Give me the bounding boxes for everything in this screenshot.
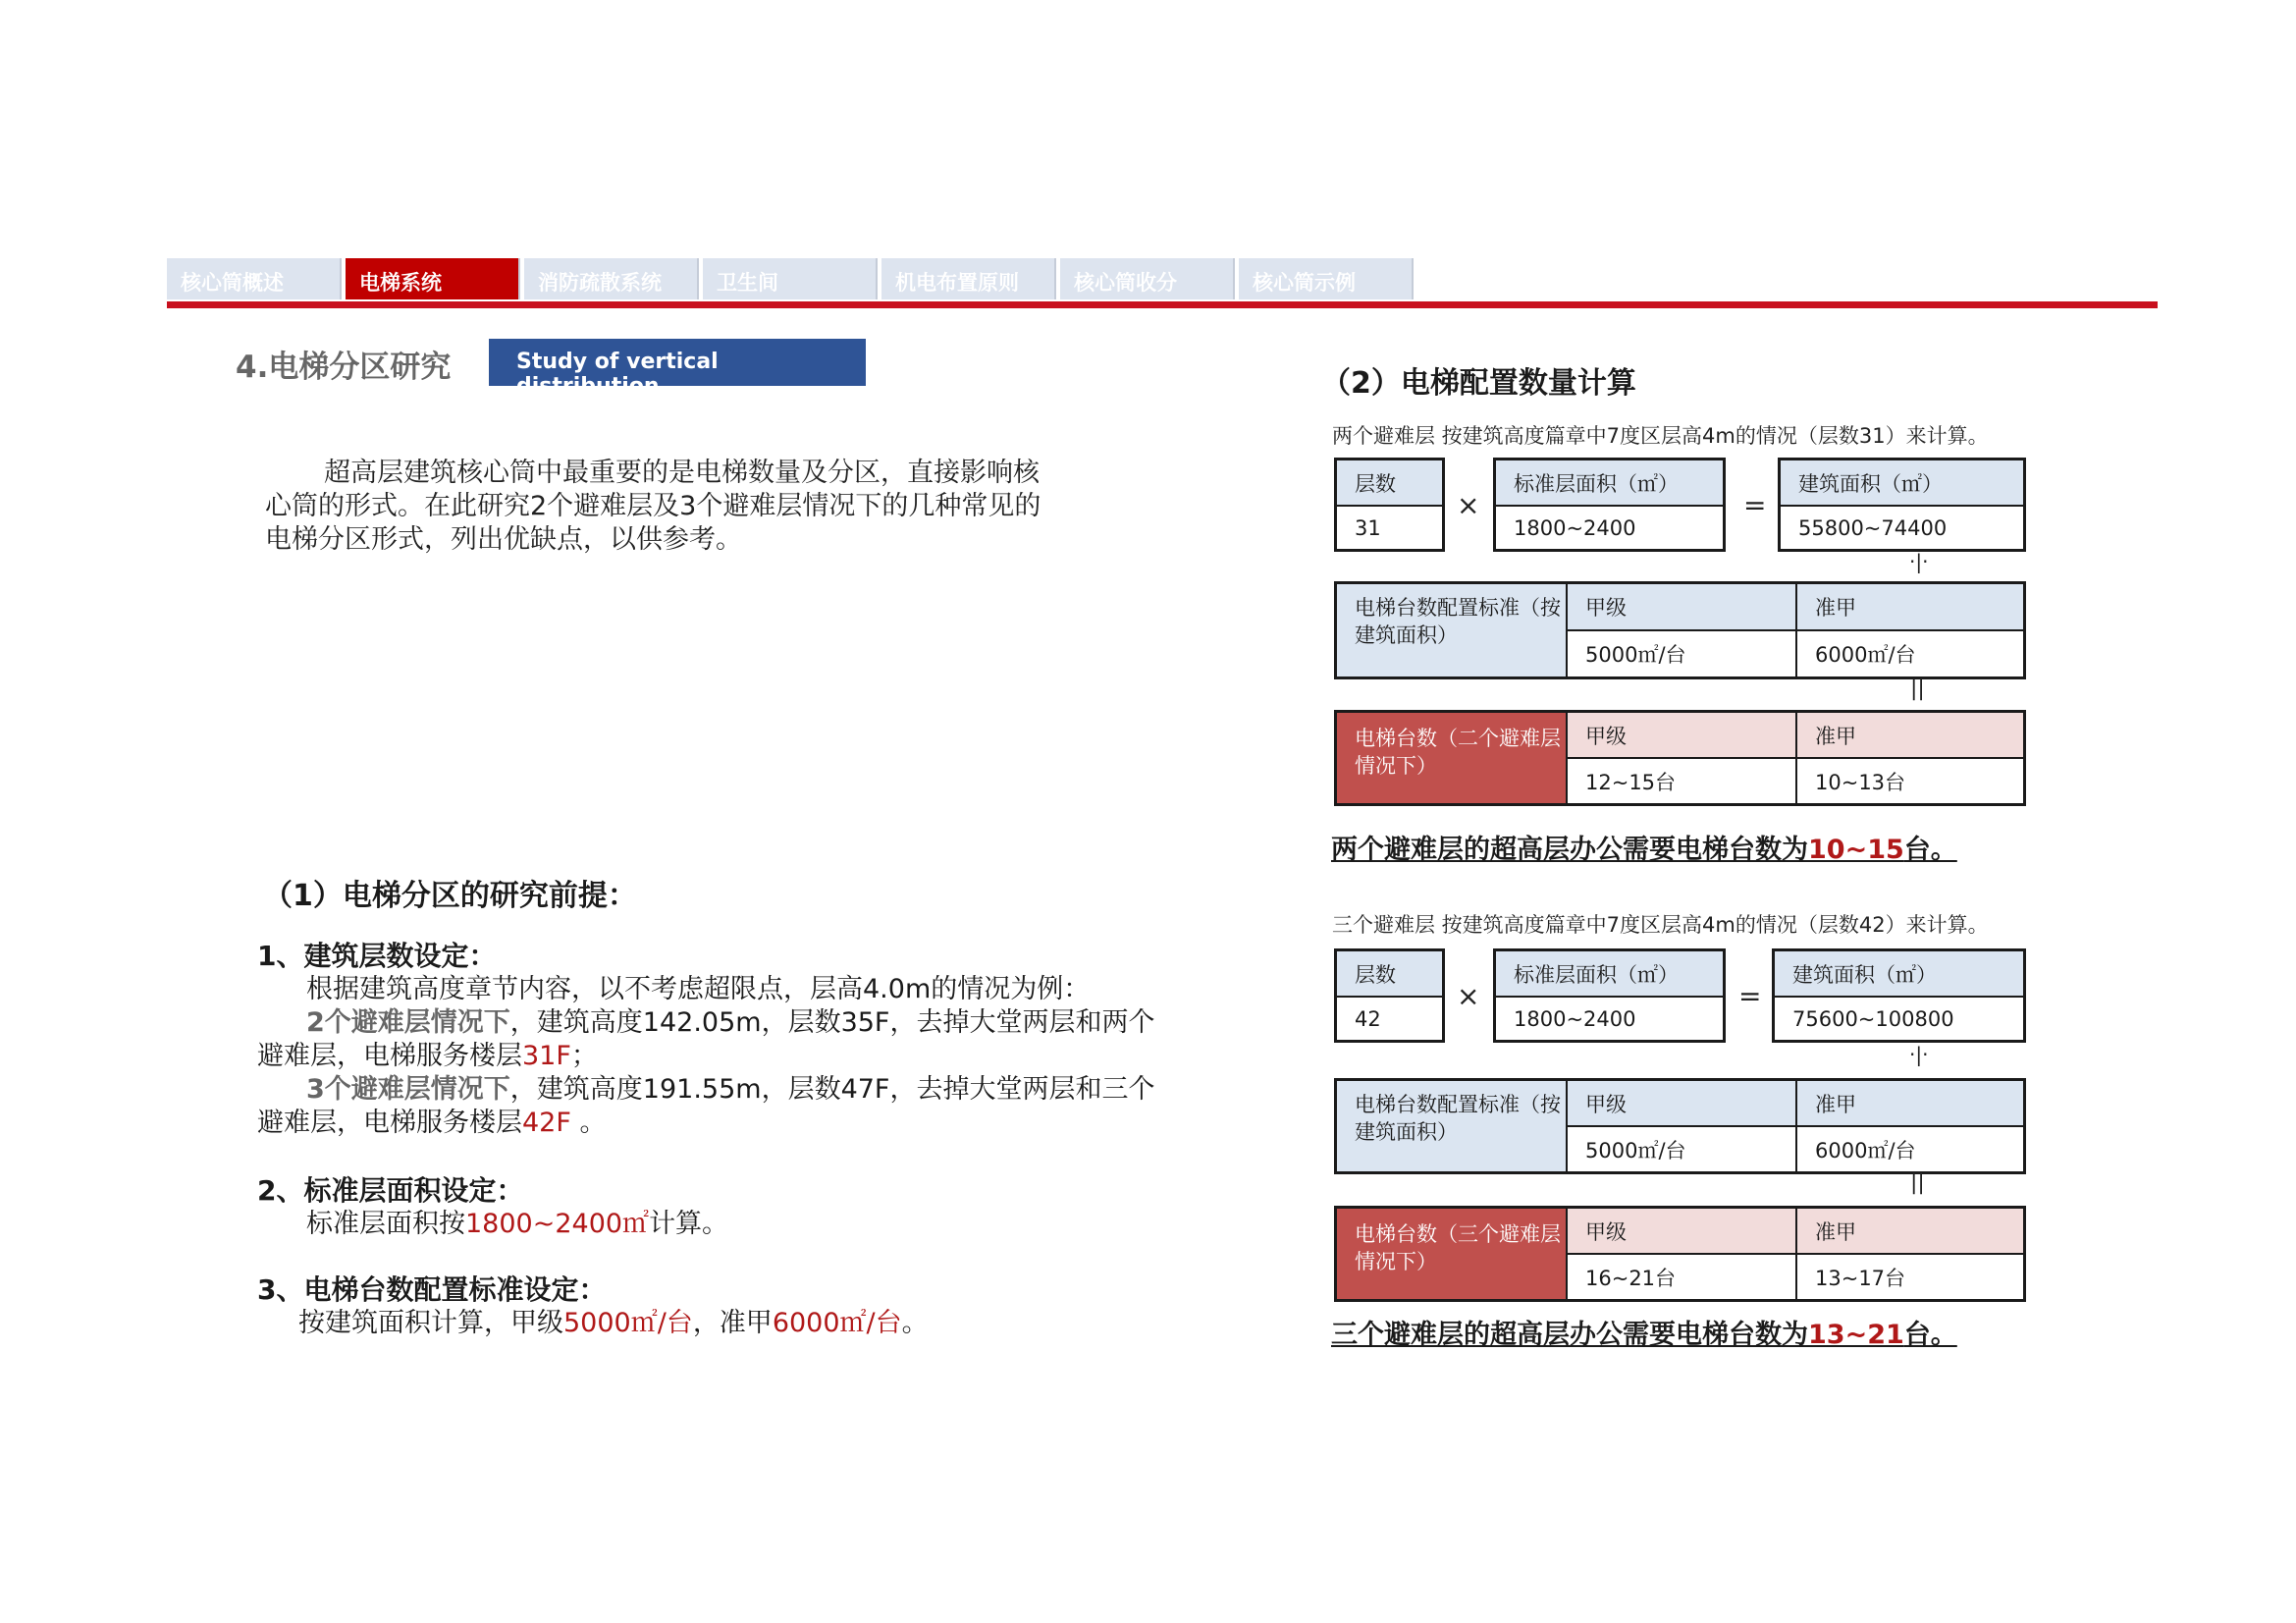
- intro-line-2: 心筒的形式。在此研究2个避难层及3个避难层情况下的几种常见的: [265, 491, 1041, 521]
- case2-count-grade-b-header: 准甲: [1797, 713, 2023, 757]
- case2-grade-a-header: 甲级: [1568, 584, 1795, 629]
- case2-count-grade-b: 10~13台: [1815, 770, 1906, 794]
- case2-note: 两个避难层 按建筑高度篇章中7度区层高4m的情况（层数31）来计算。: [1332, 424, 1989, 448]
- section-tab-bar: [167, 258, 1417, 303]
- divide-symbol: ·|·: [1909, 550, 1929, 573]
- case3-count-box: [1334, 1206, 2026, 1302]
- case2-floors-box: [1334, 458, 1445, 552]
- floor-setting-line-3: [257, 1040, 1154, 1073]
- tab-core-examples[interactable]: 核心筒示例: [1239, 258, 1414, 299]
- times-symbol: ×: [1457, 980, 1480, 1012]
- case3-note: 三个避难层 按建筑高度篇章中7度区层高4m的情况（层数42）来计算。: [1332, 913, 1989, 937]
- case2-conclusion: [1331, 828, 1957, 866]
- case3-conclusion: [1331, 1313, 1957, 1351]
- service-floor-value-31: 31F: [522, 1041, 571, 1071]
- case3-count-grade-a: 16~21台: [1585, 1266, 1677, 1290]
- elevator-standard-title: 3、电梯台数配置标准设定：: [257, 1273, 607, 1306]
- case3-area-box: [1493, 948, 1726, 1043]
- intro-line-3: 电梯分区形式，列出优缺点，以供参考。: [265, 524, 742, 555]
- case2-grade-a-standard: 5000㎡/台: [1585, 643, 1686, 667]
- case3-conclusion-text: 三个避难层的超高层办公需要电梯台数为: [1331, 1320, 1808, 1350]
- punct: 。: [901, 1308, 929, 1338]
- case2-conclusion-value: 10~15: [1808, 835, 1904, 865]
- grade-b-value: 6000㎡/台: [772, 1308, 902, 1338]
- case3-floors-header: 层数: [1337, 951, 1442, 996]
- equals-vertical-symbol: ||: [1910, 676, 1925, 701]
- area-text: 标准层面积按: [306, 1209, 465, 1239]
- case3-grade-a-header: 甲级: [1568, 1081, 1795, 1125]
- case2-count-grade-a-header: 甲级: [1568, 713, 1795, 757]
- calc-heading: （2）电梯配置数量计算: [1321, 366, 1636, 401]
- premise-area-setting: [257, 1174, 728, 1241]
- standard-text-2: ，准甲: [692, 1308, 773, 1338]
- floor-setting-line-5: [257, 1107, 1154, 1140]
- case3-conclusion-value: 13~21: [1808, 1320, 1904, 1350]
- case2-floors-value: 31: [1355, 515, 1381, 540]
- case3-count-label: 电梯台数（三个避难层情况下）: [1337, 1209, 1566, 1299]
- premise-elevator-standard: [257, 1273, 929, 1340]
- floor-setting-line-4: [257, 1073, 1154, 1107]
- case3-standard-box: [1334, 1078, 2026, 1174]
- premise-floor-setting: [257, 940, 1154, 1140]
- case3-total-value: 75600~100800: [1792, 1006, 1954, 1031]
- case3-floors-value: 42: [1355, 1006, 1381, 1031]
- tab-mep-layout[interactable]: 机电布置原则: [881, 258, 1056, 299]
- case2-area-box: [1493, 458, 1726, 552]
- case2-area-header: 标准层面积（㎡）: [1496, 460, 1723, 505]
- case2-standard-box: [1334, 581, 2026, 679]
- case3-area-value: 1800~2400: [1514, 1006, 1636, 1031]
- case2-count-label: 电梯台数（二个避难层情况下）: [1337, 713, 1566, 803]
- two-refuge-label: 2个避难层情况下: [306, 1007, 510, 1038]
- three-refuge-label: 3个避难层情况下: [306, 1074, 510, 1105]
- case2-total-box: [1778, 458, 2026, 552]
- tab-fire-evacuation[interactable]: 消防疏散系统: [524, 258, 699, 299]
- area-value: 1800~2400㎡: [465, 1209, 650, 1239]
- floor-setting-line-2: [257, 1006, 1154, 1040]
- case3-grade-b-header: 准甲: [1797, 1081, 2023, 1125]
- case3-grade-b-standard: 6000㎡/台: [1815, 1138, 1916, 1163]
- divide-symbol: ·|·: [1909, 1043, 1929, 1066]
- floor-setting-title: 1、建筑层数设定：: [257, 940, 497, 972]
- equals-symbol: =: [1743, 489, 1767, 521]
- punct: 。: [570, 1108, 607, 1138]
- grade-a-value: 5000㎡/台: [563, 1308, 693, 1338]
- service-floor-text: 避难层，电梯服务楼层: [257, 1108, 522, 1138]
- case3-total-box: [1772, 948, 2026, 1043]
- section-english-badge: Study of vertical distribution: [489, 339, 866, 386]
- punct: ；: [570, 1041, 598, 1071]
- case2-count-box: [1334, 710, 2026, 806]
- elevator-standard-line: [257, 1307, 929, 1340]
- equals-vertical-symbol: ||: [1910, 1170, 1925, 1195]
- area-setting-title: 2、标准层面积设定：: [257, 1174, 524, 1207]
- case3-conclusion-unit: 台。: [1903, 1320, 1957, 1350]
- case2-floors-header: 层数: [1337, 460, 1442, 505]
- tab-core-overview[interactable]: 核心筒概述: [167, 258, 342, 299]
- case3-floors-box: [1334, 948, 1445, 1043]
- times-symbol: ×: [1457, 489, 1480, 521]
- intro-line-1: 超高层建筑核心筒中最重要的是电梯数量及分区，直接影响核: [324, 458, 1040, 488]
- equals-symbol: =: [1738, 980, 1762, 1012]
- floor-setting-line-1: 根据建筑高度章节内容，以不考虑超限点，层高4.0m的情况为例：: [306, 974, 1091, 1004]
- tab-elevator-system[interactable]: 电梯系统: [346, 258, 520, 299]
- intro-paragraph: [265, 457, 1099, 557]
- case2-standard-label: 电梯台数配置标准（按建筑面积）: [1337, 584, 1566, 676]
- case2-area-value: 1800~2400: [1514, 515, 1636, 540]
- header-divider: [167, 301, 2158, 308]
- service-floor-value-42: 42F: [522, 1108, 571, 1138]
- service-floor-text: 避难层，电梯服务楼层: [257, 1041, 522, 1071]
- area-setting-line: [257, 1208, 728, 1241]
- case2-total-value: 55800~74400: [1798, 515, 1948, 540]
- case3-standard-label: 电梯台数配置标准（按建筑面积）: [1337, 1081, 1566, 1171]
- premise-heading: （1）电梯分区的研究前提：: [263, 879, 637, 913]
- case2-count-grade-a: 12~15台: [1585, 770, 1677, 794]
- case2-grade-b-header: 准甲: [1797, 584, 2023, 629]
- case2-conclusion-text: 两个避难层的超高层办公需要电梯台数为: [1331, 835, 1808, 865]
- three-refuge-text: ，建筑高度191.55m，层数47F，去掉大堂两层和三个: [509, 1074, 1155, 1105]
- case2-total-header: 建筑面积（㎡）: [1781, 460, 2023, 505]
- section-title: 4.电梯分区研究: [236, 350, 452, 385]
- case3-grade-a-standard: 5000㎡/台: [1585, 1138, 1686, 1163]
- case3-area-header: 标准层面积（㎡）: [1496, 951, 1723, 996]
- tab-restroom[interactable]: 卫生间: [703, 258, 878, 299]
- tab-core-reduction[interactable]: 核心筒收分: [1060, 258, 1235, 299]
- case3-count-grade-a-header: 甲级: [1568, 1209, 1795, 1253]
- case2-grade-b-standard: 6000㎡/台: [1815, 643, 1916, 667]
- standard-text: 按建筑面积计算，甲级: [298, 1308, 563, 1338]
- area-text-end: 计算。: [649, 1209, 729, 1239]
- two-refuge-text: ，建筑高度142.05m，层数35F，去掉大堂两层和两个: [509, 1007, 1155, 1038]
- case3-count-grade-b-header: 准甲: [1797, 1209, 2023, 1253]
- case3-count-grade-b: 13~17台: [1815, 1266, 1906, 1290]
- case2-conclusion-unit: 台。: [1903, 835, 1957, 865]
- case3-total-header: 建筑面积（㎡）: [1775, 951, 2023, 996]
